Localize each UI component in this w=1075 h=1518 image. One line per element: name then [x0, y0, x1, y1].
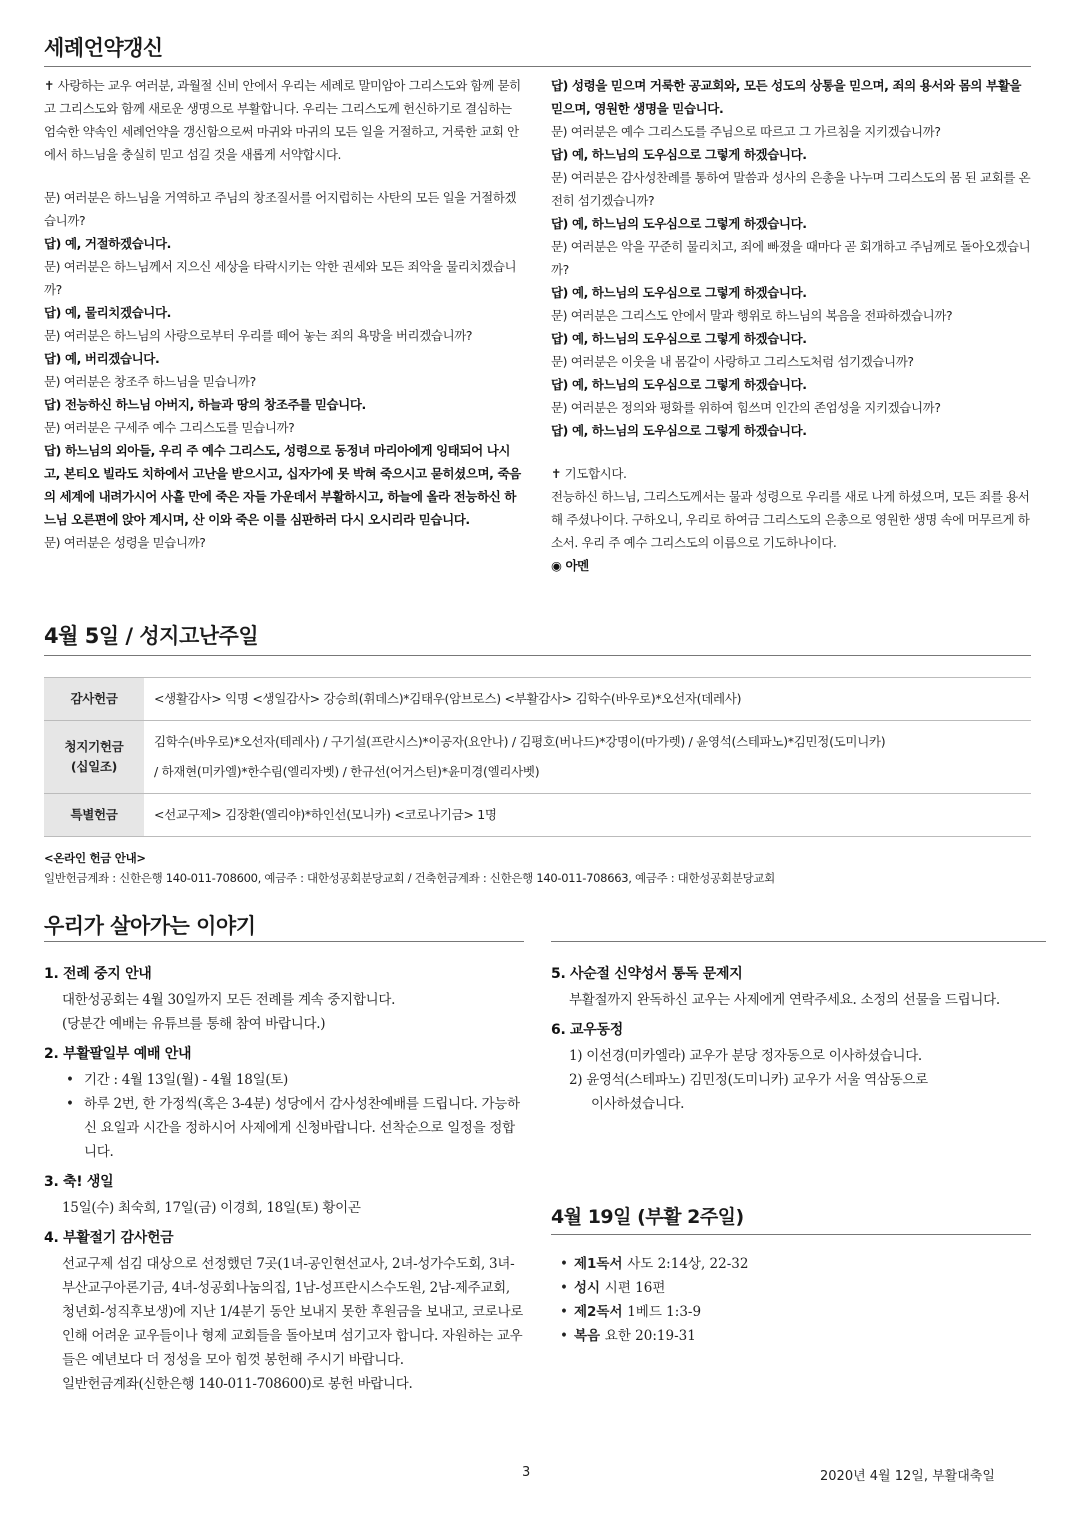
- answer-line: 답) 예, 하느님의 도우심으로 그렇게 하겠습니다.: [551, 423, 807, 438]
- question-line: 문) 여러분은 그리스도 안에서 말과 행위로 하느님의 복음을 전파하겠습니까?: [551, 308, 953, 323]
- stories-right-column: [551, 956, 1031, 1116]
- title-rule: [551, 1234, 1031, 1235]
- prayer-text: 전능하신 하느님, 그리스도께서는 물과 성령으로 우리를 새로 나게 하셨으며, 모든 죄를 용서해 주셨나이다. 구하오니, 우리로 하여금 그리스도의 은총으로 영원한 생명 속에 머무르게 하소서. 우리 주 예수 그리스도의 이름으로 기도하나이다.: [551, 489, 1030, 550]
- section-title-baptism: 세례언약갱신: [44, 36, 163, 60]
- section-title-readings: 4월 19일 (부활 2주일): [551, 1206, 744, 1228]
- baptism-left-column: [44, 74, 524, 554]
- baptism-right-column: [551, 74, 1033, 577]
- online-offering-title: <온라인 헌금 안내>: [44, 851, 146, 865]
- answer-line: 답) 예, 하느님의 도우심으로 그렇게 하겠습니다.: [551, 216, 807, 231]
- notice-4-text: 선교구제 섬김 대상으로 선정했던 7곳(1녀-공인현선교사, 2녀-성가수도회, 3녀-부산교구아론기금, 4녀-성공회나눔의집, 1남-성프란시스수도원, 2남-제주교회, 청년회-성직후보생)에 지난 1/4분기 동안 보내지 못한 후원금을 보내고, 코로나로 인해 어려운 교우들이나 형제 교회들을 돌아보며 섬기고자 합니다. 자원하는 교우들은 예년보다 더 정성을 모아 힘껏 봉헌해 주시기 바랍니다.: [62, 1256, 523, 1368]
- baptism-intro: ✝ 사랑하는 교우 여러분, 과월절 신비 안에서 우리는 세례로 말미암아 그리스도와 함께 묻히고 그리스도와 함께 새로운 생명으로 부활합니다. 우리는 그리스도께 헌신하기로 결심하는 엄숙한 약속인 세례언약을 갱신함으로써 마귀와 마귀의 모든 일을 거절하고, 거룩한 교회 안에서 하느님을 충실히 믿고 섬길 것을 새롭게 서약합시다.: [44, 78, 521, 162]
- notice-1-line-2: (당분간 예배는 유튜브를 통해 참여 바랍니다.): [62, 1016, 326, 1032]
- reading-reference: 시편 16편: [604, 1280, 666, 1296]
- list-item: • 기간 : 4월 13일(월) - 4월 18일(토): [64, 1068, 526, 1092]
- notice-4-account: 일반헌금계좌(신한은행 140-011-708600)로 봉헌 바랍니다.: [62, 1376, 413, 1392]
- reading-label: 제1독서: [574, 1256, 628, 1272]
- title-rule: [44, 941, 524, 942]
- baptism-qa-left: [44, 186, 524, 554]
- online-offering-accounts: 일반헌금계좌 : 신한은행 140-011-708600, 예금주 : 대한성공회분당교회 / 건축헌금계좌 : 신한은행 140-011-708663, 예금주 : 대한성공회분당교회: [44, 871, 775, 885]
- reading-label: 제2독서: [574, 1304, 628, 1320]
- question-line: 문) 여러분은 하느님을 거역하고 주님의 창조질서를 어지럽히는 사탄의 모든 일을 거절하겠습니까?: [44, 190, 517, 228]
- reading-label: 성시: [574, 1280, 605, 1296]
- footer-date: 2020년 4월 12일, 부활대축일: [820, 1469, 995, 1484]
- bullet-icon: •: [560, 1304, 568, 1320]
- notice-1-title: 1. 전례 중지 안내: [44, 966, 152, 982]
- list-item: 이사하셨습니다.: [591, 1096, 685, 1112]
- offering-donors: <생활감사> 익명 <생일감사> 강승희(휘데스)*김태우(암브로스) <부활감사> 김학수(바우로)*오선자(데레사): [144, 678, 1031, 721]
- table-row: [44, 678, 1031, 721]
- section-title-offering: 4월 5일 / 성지고난주일: [44, 624, 259, 648]
- answer-line: 답) 예, 하느님의 도우심으로 그렇게 하겠습니다.: [551, 147, 807, 162]
- baptism-qa-right: [551, 74, 1033, 442]
- reading-item: [560, 1276, 748, 1300]
- list-item: • 하루 2번, 한 가정씩(혹은 3-4분) 성당에서 감사성찬예배를 드립니다. 가능하신 요일과 시간을 정하시어 사제에게 신청바랍니다. 선착순으로 일정을 정합니다.: [64, 1092, 526, 1164]
- question-line: 문) 여러분은 하느님께서 지으신 세상을 타락시키는 악한 권세와 모든 죄악을 물리치겠습니까?: [44, 259, 517, 297]
- answer-line: 답) 예, 버리겠습니다.: [44, 351, 160, 366]
- reading-item: [560, 1252, 748, 1276]
- title-rule: [551, 941, 1046, 942]
- notice-6-list: [551, 1044, 1031, 1116]
- list-item: 1) 이선경(미카엘라) 교우가 분당 정자동으로 이사하셨습니다.: [569, 1048, 922, 1064]
- offering-category: 청지기헌금 (십일조): [44, 721, 144, 794]
- reading-reference: 1베드 1:3-9: [627, 1304, 702, 1320]
- reading-item: [560, 1300, 748, 1324]
- notice-3-title: 3. 축! 생일: [44, 1174, 114, 1190]
- question-line: 문) 여러분은 정의와 평화를 위하여 힘쓰며 인간의 존엄성을 지키겠습니까?: [551, 400, 941, 415]
- offering-donors: 김학수(바우로)*오선자(테레사) / 구기설(프란시스)*이공자(요안나) / 김평호(버나드)*강명이(마가렛) / 윤영석(스테파노)*김민정(도미니카) / 하재현(미카엘)*한수림(엘리자벳) / 한규선(어거스틴)*윤미경(엘리사벳): [144, 721, 1031, 794]
- offering-donors: <선교구제> 김장환(엘리야)*하인선(모니카) <코로나기금> 1명: [144, 794, 1031, 837]
- online-offering-info: [44, 848, 775, 888]
- question-line: 문) 여러분은 예수 그리스도를 주님으로 따르고 그 가르침을 지키겠습니까?: [551, 124, 941, 139]
- answer-line: 답) 예, 물리치겠습니다.: [44, 305, 171, 320]
- question-line: 문) 여러분은 창조주 하느님을 믿습니까?: [44, 374, 256, 389]
- title-rule: [44, 66, 1031, 67]
- notice-6-title: 6. 교우동정: [551, 1022, 623, 1038]
- answer-line: 답) 전능하신 하느님 아버지, 하늘과 땅의 창조주를 믿습니다.: [44, 397, 366, 412]
- notice-3-text: 15일(수) 최숙희, 17일(금) 이경희, 18일(토) 황이곤: [62, 1200, 361, 1216]
- reading-label: 복음: [574, 1328, 605, 1344]
- offering-category: 감사헌금: [44, 678, 144, 721]
- notice-5-title: 5. 사순절 신약성서 통독 문제지: [551, 966, 743, 982]
- question-line: 문) 여러분은 감사성찬례를 통하여 말씀과 성사의 은총을 나누며 그리스도의 몸 된 교회를 온전히 섬기겠습니까?: [551, 170, 1031, 208]
- answer-line: 답) 성령을 믿으며 거룩한 공교회와, 모든 성도의 상통을 믿으며, 죄의 용서와 몸의 부활을 믿으며, 영원한 생명을 믿습니다.: [551, 78, 1022, 116]
- answer-line: 답) 예, 하느님의 도우심으로 그렇게 하겠습니다.: [551, 285, 807, 300]
- question-line: 문) 여러분은 구세주 예수 그리스도를 믿습니까?: [44, 420, 295, 435]
- question-line: 문) 여러분은 악을 꾸준히 물리치고, 죄에 빠졌을 때마다 곧 회개하고 주님께로 돌아오겠습니까?: [551, 239, 1031, 277]
- question-line: 문) 여러분은 성령을 믿습니까?: [44, 535, 206, 550]
- table-row: [44, 794, 1031, 837]
- answer-line: 답) 하느님의 외아들, 우리 주 예수 그리스도, 성령으로 동정녀 마리아에게 잉태되어 나시고, 본티오 빌라도 치하에서 고난을 받으시고, 십자가에 못 박혀 죽으시고 묻히셨으며, 죽음의 세계에 내려가시어 사흘 만에 죽은 자들 가운데서 부활하시고, 하늘에 올라 전능하신 하느님 오른편에 앉아 계시며, 산 이와 죽은 이를 심판하러 다시 오시리라 믿습니다.: [44, 443, 521, 527]
- notice-4-title: 4. 부활절기 감사헌금: [44, 1230, 174, 1246]
- bullet-icon: •: [560, 1256, 568, 1272]
- reading-reference: 요한 20:19-31: [604, 1328, 696, 1344]
- bullet-icon: •: [560, 1328, 568, 1344]
- page-number: 3: [522, 1465, 531, 1480]
- table-row: [44, 721, 1031, 794]
- notice-5-text: 부활절까지 완독하신 교우는 사제에게 연락주세요. 소정의 선물을 드립니다.: [569, 992, 1000, 1008]
- question-line: 문) 여러분은 이웃을 내 몸같이 사랑하고 그리스도처럼 섬기겠습니까?: [551, 354, 914, 369]
- offering-category: 특별헌금: [44, 794, 144, 837]
- reading-item: [560, 1324, 748, 1348]
- title-rule: [44, 655, 1031, 656]
- prayer-call: ✝ 기도합시다.: [551, 466, 627, 481]
- bullet-icon: •: [560, 1280, 568, 1296]
- offering-table: [44, 677, 1031, 837]
- question-line: 문) 여러분은 하느님의 사랑으로부터 우리를 떼어 놓는 죄의 욕망을 버리겠습니까?: [44, 328, 473, 343]
- reading-reference: 사도 2:14상, 22-32: [627, 1256, 749, 1272]
- notice-2-title: 2. 부활팔일부 예배 안내: [44, 1046, 192, 1062]
- readings-list: [560, 1252, 748, 1348]
- stories-left-column: [44, 956, 526, 1396]
- amen: ◉ 아멘: [551, 558, 589, 573]
- section-title-stories: 우리가 살아가는 이야기: [44, 914, 256, 938]
- notice-2-list: [44, 1068, 526, 1164]
- notice-1-line-1: 대한성공회는 4월 30일까지 모든 전례를 계속 중지합니다.: [62, 992, 396, 1008]
- list-item: 2) 윤영석(스테파노) 김민정(도미니카) 교우가 서울 역삼동으로: [569, 1072, 928, 1088]
- answer-line: 답) 예, 하느님의 도우심으로 그렇게 하겠습니다.: [551, 377, 807, 392]
- answer-line: 답) 예, 거절하겠습니다.: [44, 236, 171, 251]
- answer-line: 답) 예, 하느님의 도우심으로 그렇게 하겠습니다.: [551, 331, 807, 346]
